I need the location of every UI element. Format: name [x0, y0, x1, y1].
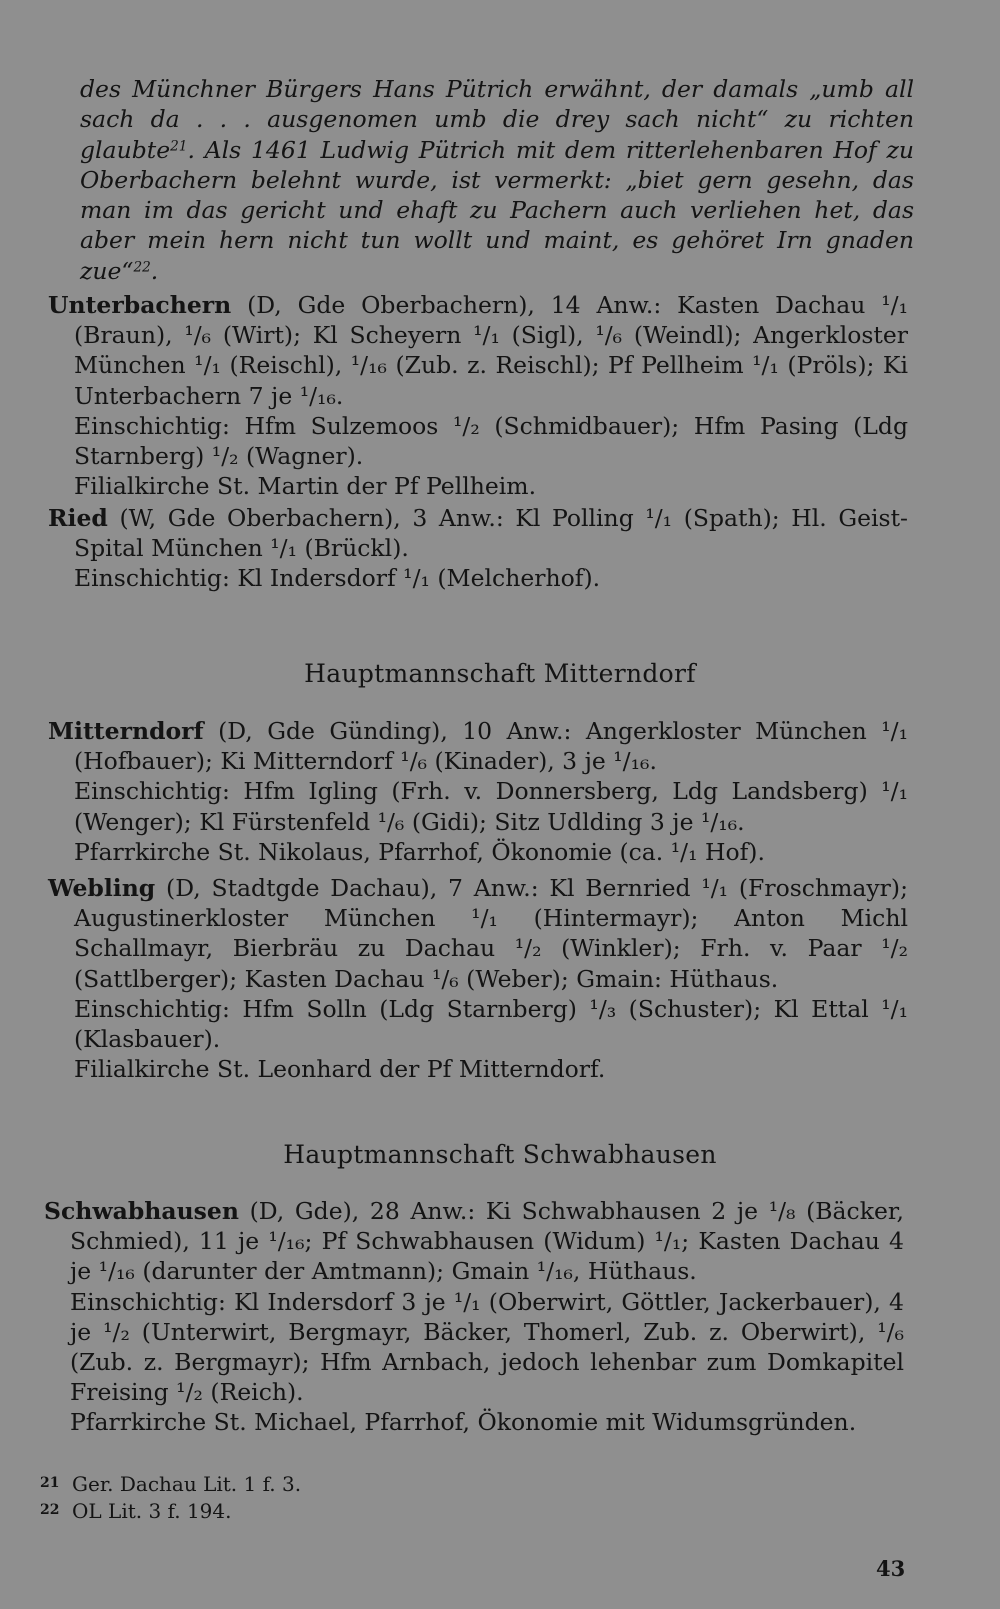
intro-text-c: . — [150, 256, 159, 285]
entry-webling — [48, 873, 908, 1084]
intro-text-b: . Als 1461 Ludwig Pütrich mit dem ritterlehenbaren Hof zu Oberbachern belehnt wurde, ist vermerkt: „biet gern gesehn, das man im das gericht und ehaft zu Pachern auch verliehen het, das aber mein hern nicht tun wollt und maint, es gehöret Irn gnaden zue“ — [80, 135, 914, 285]
entry-main-line — [48, 503, 908, 563]
footnote-21: 21 Ger. Dachau Lit. 1 f. 3. — [40, 1472, 302, 1496]
entry-main-line — [48, 873, 908, 994]
place-name: Ried — [48, 504, 108, 532]
entry-einschichtig: Einschichtig: Hfm Igling (Frh. v. Donnersberg, Ldg Landsberg) ¹/₁ (Wenger); Kl Fürstenfeld ¹/₆ (Gidi); Sitz Udlding 3 je ¹/₁₆. — [74, 777, 908, 836]
entry-einschichtig: Einschichtig: Kl Indersdorf 3 je ¹/₁ (Oberwirt, Göttler, Jackerbauer), 4 je ¹/₂ (Unterwirt, Bergmayr, Bäcker, Thomerl, Zub. z. Oberwirt), ¹/₆ (Zub. z. Bergmayr); Hfm Arnbach, jedoch lehenbar zum Domkapitel Freising ¹/₂ (Reich). — [70, 1287, 904, 1407]
entry-text: (D, Stadtgde Dachau), 7 Anw.: Kl Bernried ¹/₁ (Froschmayr); Augustinerkloster München ¹/₁ (Hintermayr); Anton Michl Schallmayr, Bierbräu zu Dachau ¹/₂ (Winkler); Frh. v. Paar ¹/₂ (Sattlberger); Kasten Dachau ¹/₆ (Weber); Gmain: Hüthaus. — [74, 874, 908, 993]
entry-unterbachern — [48, 290, 908, 501]
entry-text: (W, Gde Oberbachern), 3 Anw.: Kl Polling ¹/₁ (Spath); Hl. Geist-Spital München ¹/₁ (Brückl). — [74, 504, 908, 563]
page-number: 43 — [876, 1556, 906, 1581]
entry-einschichtig: Einschichtig: Hfm Sulzemoos ¹/₂ (Schmidbauer); Hfm Pasing (Ldg Starnberg) ¹/₂ (Wagner). — [74, 411, 908, 471]
entry-einschichtig: Einschichtig: Hfm Solln (Ldg Starnberg) ¹/₃ (Schuster); Kl Ettal ¹/₁ (Klasbauer). — [74, 994, 908, 1054]
entry-church: Pfarrkirche St. Michael, Pfarrhof, Ökonomie mit Widumsgründen. — [70, 1408, 857, 1437]
entry-schwabhausen — [44, 1196, 904, 1438]
entry-church: Filialkirche St. Leonhard der Pf Mitterndorf. — [74, 1055, 606, 1084]
footnote-ref-22[interactable]: 22 — [133, 259, 151, 276]
entry-church: Pfarrkirche St. Nikolaus, Pfarrhof, Ökonomie (ca. ¹/₁ Hof). — [74, 837, 765, 866]
entry-text: (D, Gde), 28 Anw.: Ki Schwabhausen 2 je ¹/₈ (Bäcker, Schmied), 11 je ¹/₁₆; Pf Schwabhausen (Widum) ¹/₁; Kasten Dachau 4 je ¹/₁₆ (darunter der Amtmann); Gmain ¹/₁₆, Hüthaus. — [70, 1197, 904, 1286]
entry-church: Filialkirche St. Martin der Pf Pellheim. — [74, 472, 537, 501]
entry-main-line — [48, 290, 908, 411]
entry-main-line — [48, 716, 908, 776]
section-heading-mitterndorf: Hauptmannschaft Mitterndorf — [304, 659, 696, 688]
place-name: Mitterndorf — [48, 717, 204, 745]
footnotes — [40, 1470, 301, 1524]
place-name: Schwabhausen — [44, 1197, 239, 1225]
entry-text: (D, Gde Oberbachern), 14 Anw.: Kasten Dachau ¹/₁ (Braun), ¹/₆ (Wirt); Kl Scheyern ¹/₁ (Sigl), ¹/₆ (Weindl); Angerkloster München ¹/₁ (Reischl), ¹/₁₆ (Zub. z. Reischl); Pf Pellheim ¹/₁ (Pröls); Ki Unterbachern 7 je ¹/₁₆. — [74, 291, 908, 410]
entry-text: (D, Gde Günding), 10 Anw.: Angerkloster München ¹/₁ (Hofbauer); Ki Mitterndorf ¹/₆ (Kinader), 3 je ¹/₁₆. — [74, 717, 908, 776]
footnote-ref-21[interactable]: 21 — [170, 138, 188, 155]
section-heading-schwabhausen: Hauptmannschaft Schwabhausen — [283, 1140, 717, 1169]
entry-einschichtig: Einschichtig: Kl Indersdorf ¹/₁ (Melcherhof). — [74, 564, 601, 593]
entry-ried — [48, 503, 908, 594]
place-name: Unterbachern — [48, 291, 232, 319]
intro-italic-paragraph — [80, 74, 914, 286]
footnote-22: 22 OL Lit. 3 f. 194. — [40, 1499, 232, 1523]
place-name: Webling — [48, 874, 156, 902]
entry-main-line — [44, 1196, 904, 1287]
entry-mitterndorf — [48, 716, 908, 867]
intro-text-a: des Münchner Bürgers Hans Pütrich erwähnt, der damals „umb all sach da . . . ausgenomen umb die drey sach nicht“ zu richten glaubte — [80, 75, 914, 164]
